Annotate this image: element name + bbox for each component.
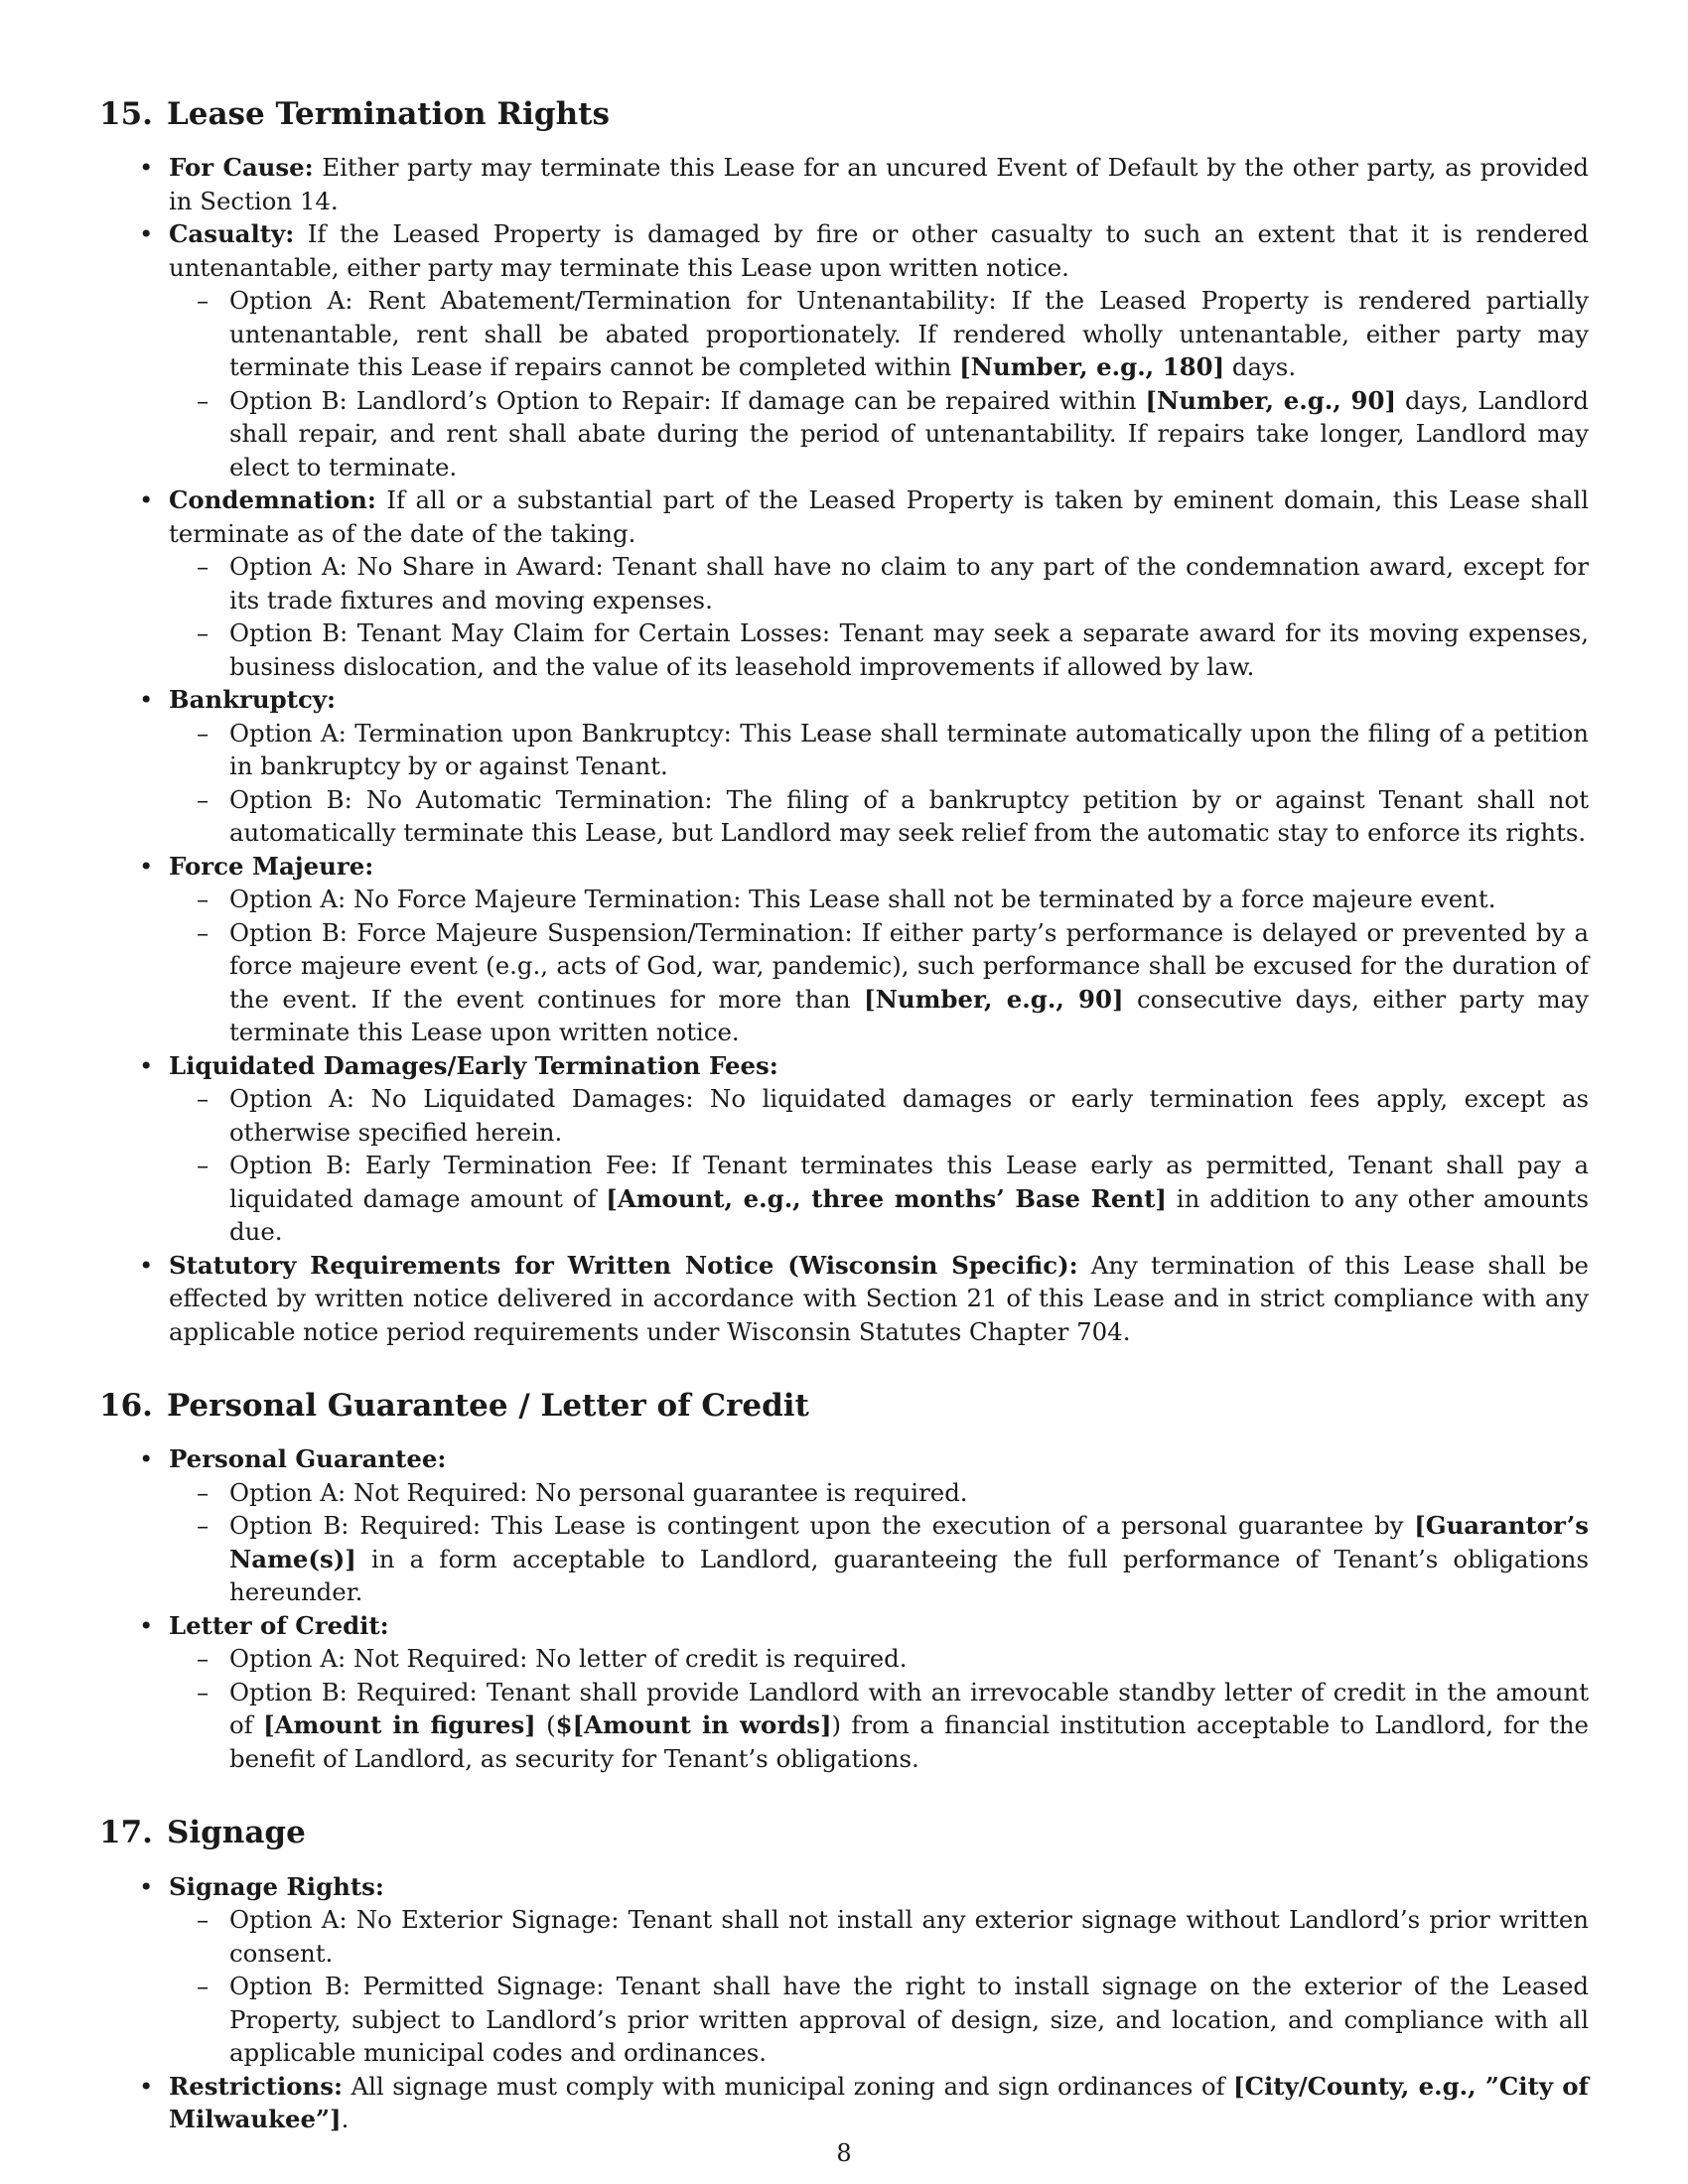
option-a <box>229 284 1589 384</box>
option-a: – Option A: Termination upon Bankruptcy: This Lease shall terminate automatically upon the filing of a petition in bankruptcy by or against Tenant. <box>229 717 1589 783</box>
option-text: days. <box>1224 352 1297 382</box>
option-list <box>169 1082 1589 1249</box>
option-b <box>229 1509 1589 1609</box>
option-text: Option B: Landlord’s Option to Repair: If damage can be repaired within <box>229 385 1146 415</box>
section-title: Personal Guarantee / Letter of Credit <box>166 1388 809 1425</box>
bullet-text: If the Leased Property is damaged by fire or other casualty to such an extent that it is rendered untenantable, either party may terminate this Lease upon written notice. <box>169 219 1589 282</box>
section-number: 16. <box>99 1388 153 1425</box>
placeholder-field: [Number, e.g., 90] <box>1145 385 1396 415</box>
bullet-casualty <box>169 217 1589 483</box>
bullet-label: Liquidated Damages/Early Termination Fees: <box>169 1050 778 1080</box>
bullet-list <box>99 151 1589 1348</box>
option-text: ( <box>535 1710 556 1740</box>
placeholder-field: [Amount in figures] <box>263 1710 536 1740</box>
option-text: Option B: Required: Tenant shall provide Landlord with an irrevocable standby letter of credit in the amount of <box>229 1677 1589 1740</box>
option-text: Option A: Rent Abatement/Termination for Untenantability: If the Leased Property is rendered partially untenantable, rent shall be abated proportionately. If rendered wholly untenantable, either party may terminate this Lease if repairs cannot be completed within <box>229 286 1589 382</box>
option-text: consecutive days, either party may terminate this Lease upon written notice. <box>229 984 1589 1047</box>
page-number: 8 <box>836 2139 852 2167</box>
bullet-force-majeure <box>169 850 1589 1049</box>
placeholder-field: $[Amount in words] <box>555 1710 832 1740</box>
section-number: 17. <box>99 1815 153 1851</box>
bullet-label: Personal Guarantee: <box>169 1444 447 1474</box>
section-heading <box>99 1388 1589 1425</box>
option-list <box>169 550 1589 683</box>
section-title: Signage <box>166 1815 306 1851</box>
bullet-text: All signage must comply with municipal zoning and sign ordinances of <box>343 2071 1234 2101</box>
document-page <box>99 0 1589 2136</box>
option-list <box>169 1903 1589 2070</box>
option-b: – Option B: Permitted Signage: Tenant shall have the right to install signage on the exterior of the Leased Property, subject to Landlord’s prior written approval of design, size, and location, and compliance with all applicable municipal codes and ordinances. <box>229 1970 1589 2070</box>
option-list <box>169 717 1589 850</box>
bullet-label: Force Majeure: <box>169 851 374 881</box>
bullet-label: Restrictions: <box>169 2071 344 2101</box>
bullet-label: Letter of Credit: <box>169 1610 389 1640</box>
option-list <box>169 1642 1589 1775</box>
bullet-list <box>99 1870 1589 2136</box>
option-a: – Option A: Not Required: No letter of credit is required. <box>229 1642 1589 1676</box>
option-a: – Option A: No Exterior Signage: Tenant shall not install any exterior signage without Landlord’s prior written consent. <box>229 1903 1589 1970</box>
bullet-bankruptcy <box>169 683 1589 850</box>
option-text: in addition to any other amounts due. <box>229 1183 1589 1247</box>
section-16 <box>99 1388 1589 1775</box>
option-b: – Option B: Tenant May Claim for Certain Losses: Tenant may seek a separate award for its moving expenses, business dislocation, and the value of its leasehold improvements if allowed by law. <box>229 616 1589 683</box>
bullet-text: If all or a substantial part of the Leased Property is taken by eminent domain, this Lease shall terminate as of the date of the taking. <box>169 485 1589 548</box>
option-b: – Option B: No Automatic Termination: The filing of a bankruptcy petition by or against Tenant shall not automatically terminate this Lease, but Landlord may seek relief from the automatic stay to enforce its rights. <box>229 783 1589 850</box>
option-a: – Option A: No Force Majeure Termination: This Lease shall not be terminated by a force majeure event. <box>229 883 1589 916</box>
bullet-restrictions <box>169 2070 1589 2136</box>
option-a: – Option A: No Share in Award: Tenant shall have no claim to any part of the condemnation award, except for its trade fixtures and moving expenses. <box>229 550 1589 616</box>
option-text: ) from a financial institution acceptable to Landlord, for the benefit of Landlord, as security for Tenant’s obligations. <box>229 1710 1589 1773</box>
bullet-text: . <box>341 2105 350 2134</box>
option-text: Option B: Force Majeure Suspension/Termination: If either party’s performance is delayed or prevented by a force majeure event (e.g., acts of God, war, pandemic), such performance shall be excused for the duration of the event. If the event continues for more than <box>229 917 1589 1014</box>
option-list <box>169 1476 1589 1609</box>
option-b <box>229 916 1589 1049</box>
section-15 <box>99 96 1589 1348</box>
bullet-label: Signage Rights: <box>169 1871 384 1901</box>
option-a: – Option A: Not Required: No personal guarantee is required. <box>229 1476 1589 1510</box>
bullet-for-cause <box>169 151 1589 217</box>
placeholder-field: [City/County, e.g., ”City of Milwaukee”] <box>169 2071 1589 2134</box>
bullet-label: Statutory Requirements for Written Notice (Wisconsin Specific): <box>169 1250 1078 1280</box>
option-text: Option B: Required: This Lease is contingent upon the execution of a personal guarantee by <box>229 1511 1415 1541</box>
option-b <box>229 384 1589 484</box>
bullet-text: Any termination of this Lease shall be effected by written notice delivered in accordance with Section 21 of this Lease and in strict compliance with any applicable notice period requirements under Wisconsin Statutes Chapter 704. <box>169 1250 1589 1346</box>
option-text: in a form acceptable to Landlord, guaranteeing the full performance of Tenant’s obligations hereunder. <box>229 1544 1589 1607</box>
placeholder-field: [Guarantor’s Name(s)] <box>229 1511 1589 1573</box>
section-heading <box>99 96 1589 133</box>
section-heading <box>99 1815 1589 1851</box>
bullet-letter-of-credit <box>169 1609 1589 1776</box>
option-list <box>169 284 1589 483</box>
bullet-label: Casualty: <box>169 219 295 249</box>
section-number: 15. <box>99 96 153 132</box>
placeholder-field: [Number, e.g., 180] <box>959 352 1225 382</box>
option-text: Option B: Early Termination Fee: If Tenant terminates this Lease early as permitted, Tenant shall pay a liquidated damage amount of <box>229 1151 1589 1213</box>
option-b <box>229 1676 1589 1776</box>
option-list <box>169 883 1589 1049</box>
bullet-text: Either party may terminate this Lease for an uncured Event of Default by the other party, as provided in Section 14. <box>169 153 1589 215</box>
bullet-label: Condemnation: <box>169 485 376 515</box>
option-b <box>229 1149 1589 1249</box>
bullet-label: Bankruptcy: <box>169 685 336 715</box>
bullet-list <box>99 1442 1589 1775</box>
section-title: Lease Termination Rights <box>166 96 610 132</box>
bullet-signage-rights <box>169 1870 1589 2070</box>
placeholder-field: [Amount, e.g., three months’ Base Rent] <box>606 1183 1167 1213</box>
bullet-liquidated-damages <box>169 1049 1589 1249</box>
option-a: – Option A: No Liquidated Damages: No liquidated damages or early termination fees apply, except as otherwise specified herein. <box>229 1082 1589 1149</box>
option-text: days, Landlord shall repair, and rent shall abate during the period of untenantability. If repairs take longer, Landlord may elect to terminate. <box>229 385 1589 481</box>
bullet-label: For Cause: <box>169 153 314 183</box>
bullet-statutory-notice <box>169 1249 1589 1349</box>
section-17 <box>99 1815 1589 2135</box>
placeholder-field: [Number, e.g., 90] <box>864 984 1124 1014</box>
bullet-personal-guarantee <box>169 1442 1589 1609</box>
bullet-condemnation <box>169 483 1589 683</box>
